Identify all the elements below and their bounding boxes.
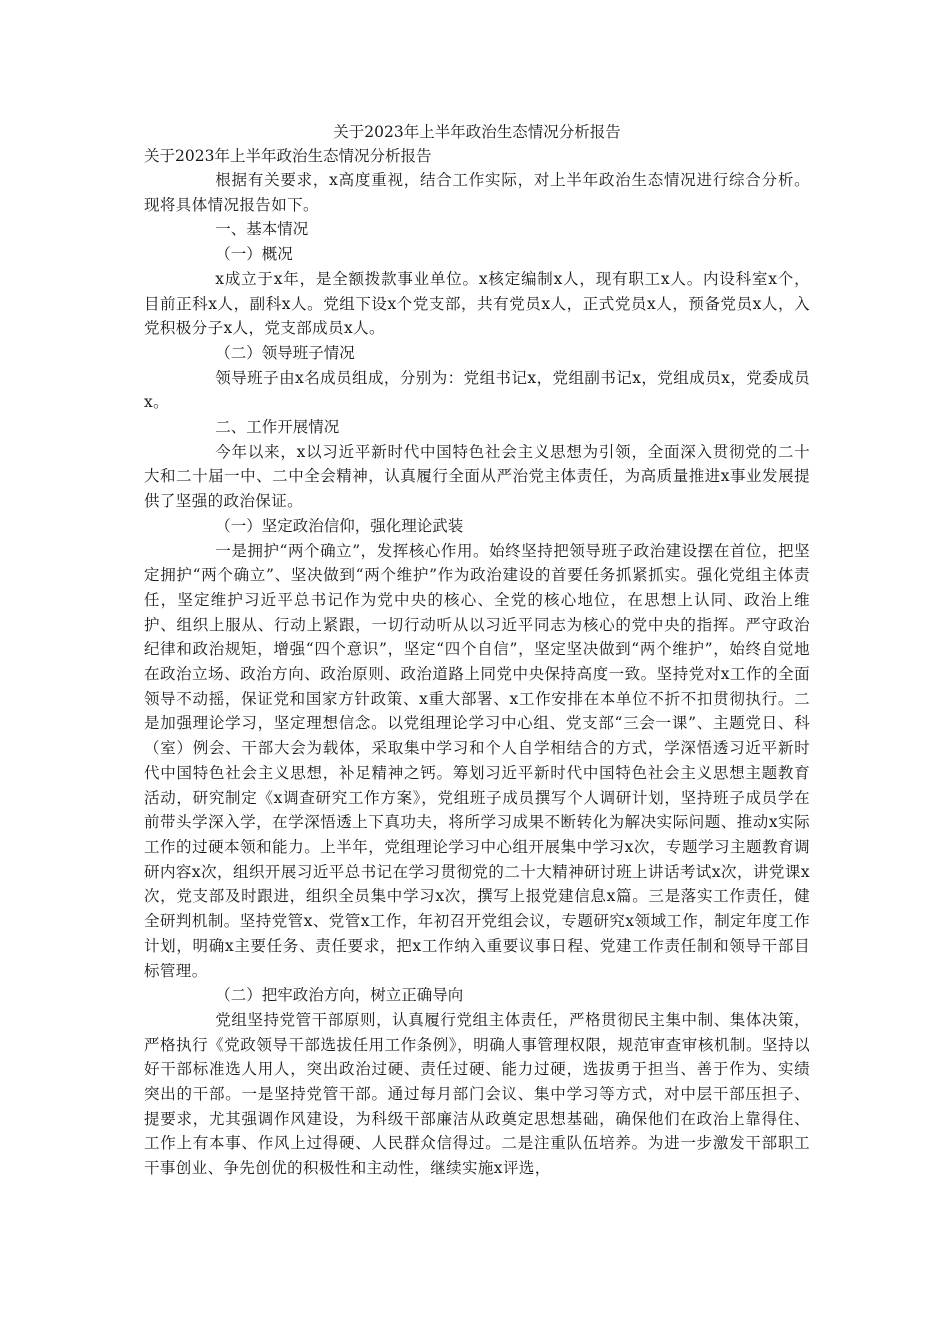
section-1-heading: 一、基本情况: [215, 220, 309, 239]
document-subtitle: 关于2023年上半年政治生态情况分析报告: [144, 147, 432, 165]
section-2-intro: 今年以来，x以习近平新时代中国特色社会主义思想为引领，全面深入贯彻党的二十大和二十届一中、二中全会精神，认真履行全面从严治党主体责任，为高质量推进x事业发展提供了坚强的政治保证。: [144, 442, 810, 511]
section-2-sub-2-heading: （二）把牢政治方向，树立正确导向: [215, 986, 464, 1005]
section-1-sub-1-body: x成立于x年，是全额拨款事业单位。x核定编制x人，现有职工x人。内设科室x个，目前正科x人，副科x人。党组下设x个党支部，共有党员x人，正式党员x人，预备党员x人，入党积极分子x人，党支部成员x人。: [144, 269, 810, 338]
section-1-sub-2-body: 领导班子由x名成员组成，分别为：党组书记x，党组副书记x，党组成员x，党委成员x。: [144, 368, 810, 412]
section-2-sub-2-body: 党组坚持党管干部原则，认真履行党组主体责任，严格贯彻民主集中制、集体决策，严格执行《党政领导干部选拔任用工作条例》，明确人事管理权限，规范审查审核机制。坚持以好干部标准选人用人，突出政治过硬、责任过硬、能力过硬，选拔勇于担当、善于作为、实绩突出的干部。一是坚持党管干部。通过每月部门会议、集中学习等方式，对中层干部压担子、提要求，尤其强调作风建设，为科级干部廉洁从政奠定思想基础，确保他们在政治上靠得住、工作上有本事、作风上过得硬、人民群众信得过。二是注重队伍培养。为进一步激发干部职工干事创业、争先创优的积极性和主动性，继续实施x评选，: [144, 1010, 810, 1178]
document-page: [144, 120, 810, 1181]
section-1-sub-1-heading: （一）概况: [215, 245, 293, 264]
section-2-heading: 二、工作开展情况: [215, 418, 340, 437]
intro-paragraph: 根据有关要求，x高度重视，结合工作实际，对上半年政治生态情况进行综合分析。现将具体情况报告如下。: [144, 171, 810, 214]
section-2-sub-1-heading: （一）坚定政治信仰，强化理论武装: [215, 516, 464, 535]
document-title: 关于2023年上半年政治生态情况分析报告: [333, 123, 621, 141]
section-1-sub-2-heading: （二）领导班子情况: [215, 343, 355, 362]
section-2-sub-1-body: 一是拥护“两个确立”，发挥核心作用。始终坚持把领导班子政治建设摆在首位，把坚定拥护“两个确立”、坚决做到“两个维护”作为政治建设的首要任务抓紧抓实。强化党组主体责任，坚定维护习近平总书记作为党中央的核心、全党的核心地位，在思想上认同、政治上维护、组织上服从、行动上紧跟，一切行动听从以习近平同志为核心的党中央的指挥。严守政治纪律和政治规矩，增强“四个意识”，坚定“四个自信”，坚定坚决做到“两个维护”，始终自觉地在政治立场、政治方向、政治原则、政治道路上同党中央保持高度一致。坚持党对x工作的全面领导不动摇，保证党和国家方针政策、x重大部署、x工作安排在本单位不折不扣贯彻执行。二是加强理论学习，坚定理想信念。以党组理论学习中心组、党支部“三会一课”、主题党日、科（室）例会、干部大会为载体，采取集中学习和个人自学相结合的方式，学深悟透习近平新时代中国特色社会主义思想，补足精神之钙。筹划习近平新时代中国特色社会主义思想主题教育活动，研究制定《x调查研究工作方案》，党组班子成员撰写个人调研计划，坚持班子成员学在前带头学深入学，在学深悟透上下真功夫，将所学习成果不断转化为解决实际问题、推动x实际工作的过硬本领和能力。上半年，党组理论学习中心组开展集中学习x次，专题学习主题教育调研内容x次，组织开展习近平总书记在学习贯彻党的二十大精神研讨班上讲话考试x次，讲党课x次，党支部及时跟进，组织全员集中学习x次，撰写上报党建信息x篇。三是落实工作责任，健全研判机制。坚持党管x、党管x工作，年初召开党组会议，专题研究x领域工作，制定年度工作计划，明确x主要任务、责任要求，把x工作纳入重要议事日程、党建工作责任制和领导干部目标管理。: [144, 541, 810, 980]
